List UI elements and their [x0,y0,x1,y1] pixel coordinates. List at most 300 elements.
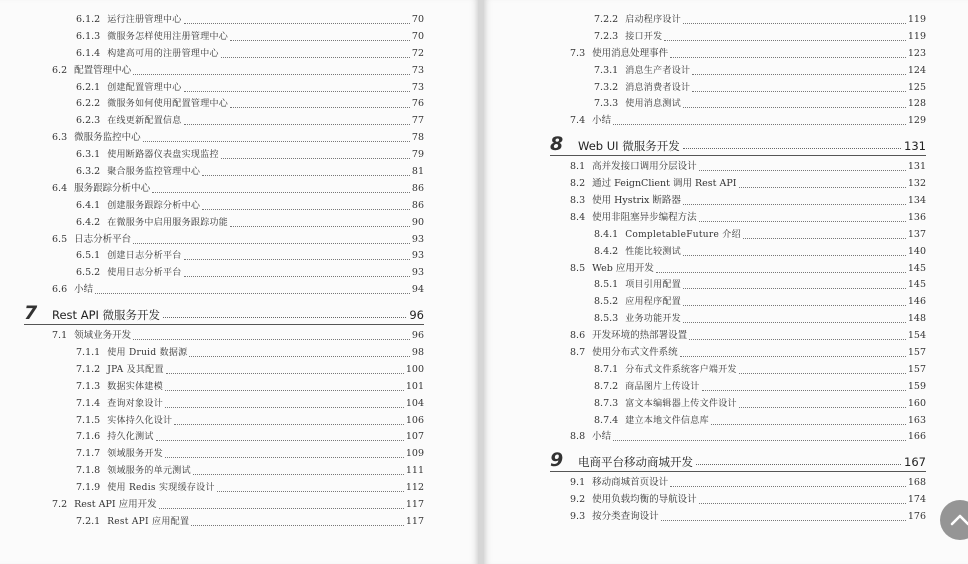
leader-dots [692,91,906,92]
section-number: 7.1.5 [76,414,101,426]
section-number: 8.5.3 [594,313,619,325]
section-number: 7.3.3 [594,98,619,110]
section-number: 7.3.2 [594,81,619,93]
leader-dots [133,243,410,244]
chapter-heading[interactable] [24,299,424,325]
section-number: 7.4 [570,115,586,127]
chapter-number: 7 [24,302,38,325]
chapter-title: Web UI 微服务开发 [578,139,680,154]
page-number: 176 [907,511,926,523]
section-number: 6.4.1 [76,199,101,211]
leader-dots [133,74,410,75]
section-title: 按分类查询设计 [592,511,659,523]
section-number: 6.2.2 [76,98,101,110]
section-title: 高并发接口调用分层设计 [592,161,697,173]
section-title: 移动商城首页设计 [592,477,669,489]
toc-subsection[interactable] [0,362,478,379]
section-title: 使用 Hystrix 断路器 [592,195,681,207]
leader-dots [143,141,410,142]
toc-section[interactable] [484,193,968,210]
page-number: 132 [907,178,926,190]
section-number: 7.1 [52,330,68,342]
page-number: 106 [405,414,424,426]
toc-subsection[interactable] [0,147,478,164]
section-number: 9.3 [570,511,586,523]
section-title: 建立本地文件信息库 [625,415,709,426]
page-number: 112 [405,482,424,494]
page-number: 117 [405,515,424,527]
section-number: 6.4.2 [76,216,101,228]
section-title: Web 应用开发 [592,262,654,274]
page-number: 70 [411,30,424,42]
section-number: 8.2 [570,178,586,190]
toc-section[interactable] [0,181,478,198]
section-title: 使用分布式文件系统 [592,347,678,359]
section-number: 8.7.4 [594,414,619,426]
toc-section[interactable] [484,492,968,509]
section-title: 使用 Redis 实现缓存设计 [107,483,215,494]
toc-subsection[interactable] [0,80,478,97]
section-title: 接口开发 [625,31,663,42]
section-title: 聚合服务监控管理中心 [107,167,201,178]
toc-section[interactable] [0,63,478,80]
leader-dots [166,373,404,374]
toc-subsection[interactable] [0,164,478,181]
page-number: 125 [907,81,926,93]
page-number: 79 [411,149,424,161]
leader-dots [230,226,410,227]
page-number: 119 [907,30,926,42]
toc-section[interactable] [484,429,968,446]
page-number: 111 [405,465,424,477]
leader-dots [699,221,906,222]
toc-subsection[interactable] [0,113,478,130]
section-title: 应用程序配置 [625,297,681,308]
page-number: 163 [907,414,926,426]
section-title: 领域业务开发 [74,330,132,342]
section-number: 7.1.6 [76,431,101,443]
toc-subsection[interactable] [484,12,968,29]
page-number: 96 [411,330,424,342]
section-title: 启动程序设计 [625,15,681,25]
toc-section[interactable] [0,130,478,147]
page-number: 145 [907,279,926,291]
section-number: 7.1.1 [76,347,101,359]
section-title: 使用负载均衡的导航设计 [592,494,697,506]
section-number: 6.4 [52,182,68,194]
section-number: 6.2.3 [76,115,101,127]
leader-dots [230,40,410,41]
page-number: 78 [411,132,424,144]
section-title: 日志分析平台 [74,233,132,245]
leader-dots [163,317,406,318]
section-number: 7.1.4 [76,397,101,409]
section-number: 6.5.1 [76,250,101,262]
section-number: 6.6 [52,284,68,296]
page-number: 93 [411,233,424,245]
section-number: 8.1 [570,161,586,173]
section-number: 8.7.2 [594,380,619,392]
toc-section[interactable] [484,509,968,526]
section-title: 小结 [592,431,612,443]
toc-subsection[interactable] [0,46,478,63]
leader-dots [683,23,906,24]
section-title: 构建高可用的注册管理中心 [107,48,219,59]
page-number: 134 [907,195,926,207]
page-number: 72 [411,47,424,59]
section-title: 实体持久化设计 [107,415,173,426]
toc-subsection[interactable] [0,248,478,265]
toc-subsection[interactable] [0,215,478,232]
page-number: 128 [907,98,926,110]
leader-dots [189,356,409,357]
leader-dots [174,424,404,425]
toc-section[interactable] [0,497,478,514]
leader-dots [156,440,404,441]
toc-section[interactable] [484,345,968,362]
leader-dots [221,158,410,159]
section-title: 创建配置管理中心 [107,82,182,93]
leader-dots [165,457,404,458]
leader-dots [184,23,410,24]
section-number: 6.5 [52,233,68,245]
chapter-heading[interactable] [550,130,926,156]
section-title: JPA 及其配置 [107,364,164,375]
section-number: 6.5.2 [76,267,101,279]
page-number: 100 [405,363,424,375]
leader-dots [95,293,410,294]
section-number: 8.4.2 [594,245,619,257]
page-number: 86 [411,182,424,194]
section-number: 8.5.1 [594,279,619,291]
page-number: 129 [907,115,926,127]
leader-dots [221,57,410,58]
toc-subsection[interactable] [484,413,968,430]
leader-dots [202,209,410,210]
page-number: 157 [907,347,926,359]
page-number: 86 [411,199,424,211]
section-number: 7.2.1 [76,515,101,527]
toc-subsection[interactable] [484,29,968,46]
page-number: 107 [405,431,424,443]
toc-subsection[interactable] [0,429,478,446]
section-number: 7.3 [570,47,586,59]
toc-subsection[interactable] [484,362,968,379]
leader-dots [711,424,906,425]
toc-subsection[interactable] [0,413,478,430]
page-number: 96 [409,308,424,323]
section-number: 6.2 [52,64,68,76]
section-title: 使用日志分析平台 [107,268,182,279]
leader-dots [683,322,906,323]
section-title: 小结 [74,284,94,296]
leader-dots [683,148,901,149]
leader-dots [165,390,404,391]
section-title: 分布式文件系统客户端开发 [625,364,737,375]
toc-subsection[interactable] [484,294,968,311]
page-number: 124 [907,64,926,76]
toc-subsection[interactable] [0,198,478,215]
leader-dots [613,440,906,441]
toc-section[interactable] [484,328,968,345]
page-number: 117 [405,499,424,511]
section-title: 消息消费者设计 [625,82,691,93]
leader-dots [661,520,906,521]
section-title: 在线更新配置信息 [107,116,182,127]
section-title: 使用消息测试 [625,99,681,110]
leader-dots [184,91,410,92]
section-title: 性能比较测试 [625,246,681,257]
section-title: 消息生产者设计 [625,65,691,76]
section-title: Rest API 应用配置 [107,516,190,527]
leader-dots [152,192,410,193]
section-number: 8.4 [570,211,586,223]
toc-subsection[interactable] [484,63,968,80]
section-number: 8.4.1 [594,228,619,240]
section-number: 7.1.7 [76,448,101,460]
leader-dots [702,390,906,391]
chevron-up-icon [949,509,968,531]
section-title: 服务跟踪分析中心 [74,182,151,194]
section-number: 8.7.3 [594,397,619,409]
leader-dots [696,464,901,465]
section-number: 6.3.1 [76,149,101,161]
section-number: 7.1.3 [76,380,101,392]
toc-section[interactable] [0,328,478,345]
toc-right [484,12,968,526]
leader-dots [739,187,906,188]
section-number: 7.2.2 [594,14,619,25]
leader-dots [739,373,906,374]
toc-section[interactable] [484,210,968,227]
toc-subsection[interactable] [484,96,968,113]
page-number: 137 [907,228,926,240]
section-title: 小结 [592,115,612,127]
leader-dots [613,124,906,125]
leader-dots [165,407,404,408]
page-number: 73 [411,81,424,93]
leader-dots [670,486,906,487]
section-number: 7.1.2 [76,363,101,375]
page-number: 131 [907,161,926,173]
toc-section[interactable] [484,475,968,492]
right-page [484,0,968,564]
toc-section[interactable] [0,282,478,299]
toc-subsection[interactable] [0,446,478,463]
page-number: 81 [411,166,424,178]
toc-subsection[interactable] [0,345,478,362]
toc-section[interactable] [484,46,968,63]
page-number: 167 [904,455,926,470]
leader-dots [699,503,906,504]
section-number: 6.3.2 [76,166,101,178]
toc-subsection[interactable] [484,227,968,244]
section-title: 在微服务中启用服务跟踪功能 [107,217,229,228]
leader-dots [683,305,906,306]
page-number: 136 [907,211,926,223]
page-number: 93 [411,267,424,279]
leader-dots [692,74,906,75]
leader-dots [191,525,404,526]
section-number: 8.5.2 [594,296,619,308]
toc-subsection[interactable] [0,396,478,413]
page-number: 76 [411,98,424,110]
section-number: 7.3.1 [594,64,619,76]
section-title: 领域服务的单元测试 [107,466,191,477]
toc-subsection[interactable] [484,379,968,396]
section-title: 创建服务跟踪分析中心 [107,200,201,211]
section-title: 使用非阻塞异步编程方法 [592,211,697,223]
page-number: 140 [907,245,926,257]
chapter-number: 8 [550,133,564,156]
section-title: 领域服务开发 [107,449,163,460]
section-number: 8.7 [570,347,586,359]
section-number: 6.1.4 [76,47,101,59]
page-number: 98 [411,347,424,359]
page-number: 90 [411,216,424,228]
page-number: 157 [907,363,926,375]
toc-subsection[interactable] [0,12,478,29]
leader-dots [217,491,404,492]
page-number: 93 [411,250,424,262]
section-number: 7.2 [52,499,68,511]
section-title: 通过 FeignClient 调用 Rest API [592,178,737,190]
chapter-title: Rest API 微服务开发 [52,308,161,323]
toc-section[interactable] [484,113,968,130]
section-number: 7.1.8 [76,465,101,477]
leader-dots [159,508,404,509]
toc-subsection[interactable] [484,396,968,413]
toc-section[interactable] [0,232,478,249]
page-number: 174 [907,494,926,506]
section-title: 商品图片上传设计 [625,381,700,392]
leader-dots [184,124,410,125]
leader-dots [184,259,410,260]
leader-dots [689,339,906,340]
section-number: 8.6 [570,330,586,342]
toc-section[interactable] [484,261,968,278]
section-title: CompletableFuture 介绍 [625,229,741,240]
section-title: 数据实体建模 [107,381,163,392]
toc-subsection[interactable] [484,277,968,294]
toc-subsection[interactable] [484,311,968,328]
page-number: 73 [411,64,424,76]
toc-section[interactable] [484,176,968,193]
leader-dots [184,276,410,277]
leader-dots [743,238,906,239]
page-number: 146 [907,296,926,308]
leader-dots [230,107,410,108]
page-number: 160 [907,397,926,409]
leader-dots [133,339,410,340]
section-title: Rest API 应用开发 [74,499,157,511]
section-title: 运行注册管理中心 [107,15,182,25]
page-number: 77 [411,115,424,127]
section-title: 富文本编辑器上传文件设计 [625,398,737,409]
toc-subsection[interactable] [0,29,478,46]
leader-dots [699,170,906,171]
section-title: 使用消息处理事件 [592,47,669,59]
toc-section[interactable] [484,159,968,176]
page-number: 123 [907,47,926,59]
page-number: 145 [907,262,926,274]
leader-dots [670,57,906,58]
section-title: 微服务监控中心 [74,132,141,144]
page-number: 94 [411,284,424,296]
toc-subsection[interactable] [0,96,478,113]
page-number: 104 [405,397,424,409]
toc-subsection[interactable] [484,80,968,97]
leader-dots [683,255,906,256]
leader-dots [664,40,905,41]
section-title: 微服务怎样使用注册管理中心 [107,31,229,42]
leader-dots [193,474,404,475]
chapter-number: 9 [550,449,564,472]
section-title: 创建日志分析平台 [107,251,182,262]
leader-dots [739,407,906,408]
section-title: 配置管理中心 [74,64,132,76]
toc-subsection[interactable] [0,379,478,396]
section-number: 6.1.3 [76,30,101,42]
leader-dots [656,272,906,273]
section-number: 9.1 [570,477,586,489]
section-title: 微服务如何使用配置管理中心 [107,99,229,110]
leader-dots [683,204,906,205]
toc-subsection[interactable] [0,463,478,480]
page-number: 131 [904,139,926,154]
toc-subsection[interactable] [0,480,478,497]
section-number: 7.2.3 [594,30,619,42]
section-number: 7.1.9 [76,482,101,494]
section-number: 6.2.1 [76,81,101,93]
section-number: 8.7.1 [594,363,619,375]
section-title: 开发环境的热部署设置 [592,330,688,342]
toc-left [0,12,478,531]
page-number: 159 [907,380,926,392]
left-page [0,0,478,564]
page-number: 101 [405,380,424,392]
toc-subsection[interactable] [0,514,478,531]
chapter-title: 电商平台移动商城开发 [578,455,693,470]
section-title: 持久化测试 [107,432,154,443]
page-number: 70 [411,14,424,25]
section-number: 8.5 [570,262,586,274]
toc-subsection[interactable] [0,265,478,282]
leader-dots [683,288,906,289]
section-number: 8.3 [570,195,586,207]
section-title: 使用 Druid 数据源 [107,348,188,359]
page-number: 166 [907,431,926,443]
section-number: 6.1.2 [76,14,101,25]
leader-dots [202,175,410,176]
page-number: 148 [907,313,926,325]
section-number: 6.3 [52,132,68,144]
section-number: 9.2 [570,494,586,506]
section-title: 业务功能开发 [625,314,681,325]
chapter-heading[interactable] [550,446,926,472]
page-number: 168 [907,477,926,489]
leader-dots [683,107,906,108]
leader-dots [680,356,906,357]
page-number: 154 [907,330,926,342]
section-title: 使用断路器仪表盘实现监控 [107,150,219,161]
page-number: 119 [907,14,926,25]
toc-subsection[interactable] [484,244,968,261]
section-title: 项目引用配置 [625,280,681,291]
section-number: 8.8 [570,431,586,443]
page-number: 109 [405,448,424,460]
section-title: 查询对象设计 [107,398,163,409]
